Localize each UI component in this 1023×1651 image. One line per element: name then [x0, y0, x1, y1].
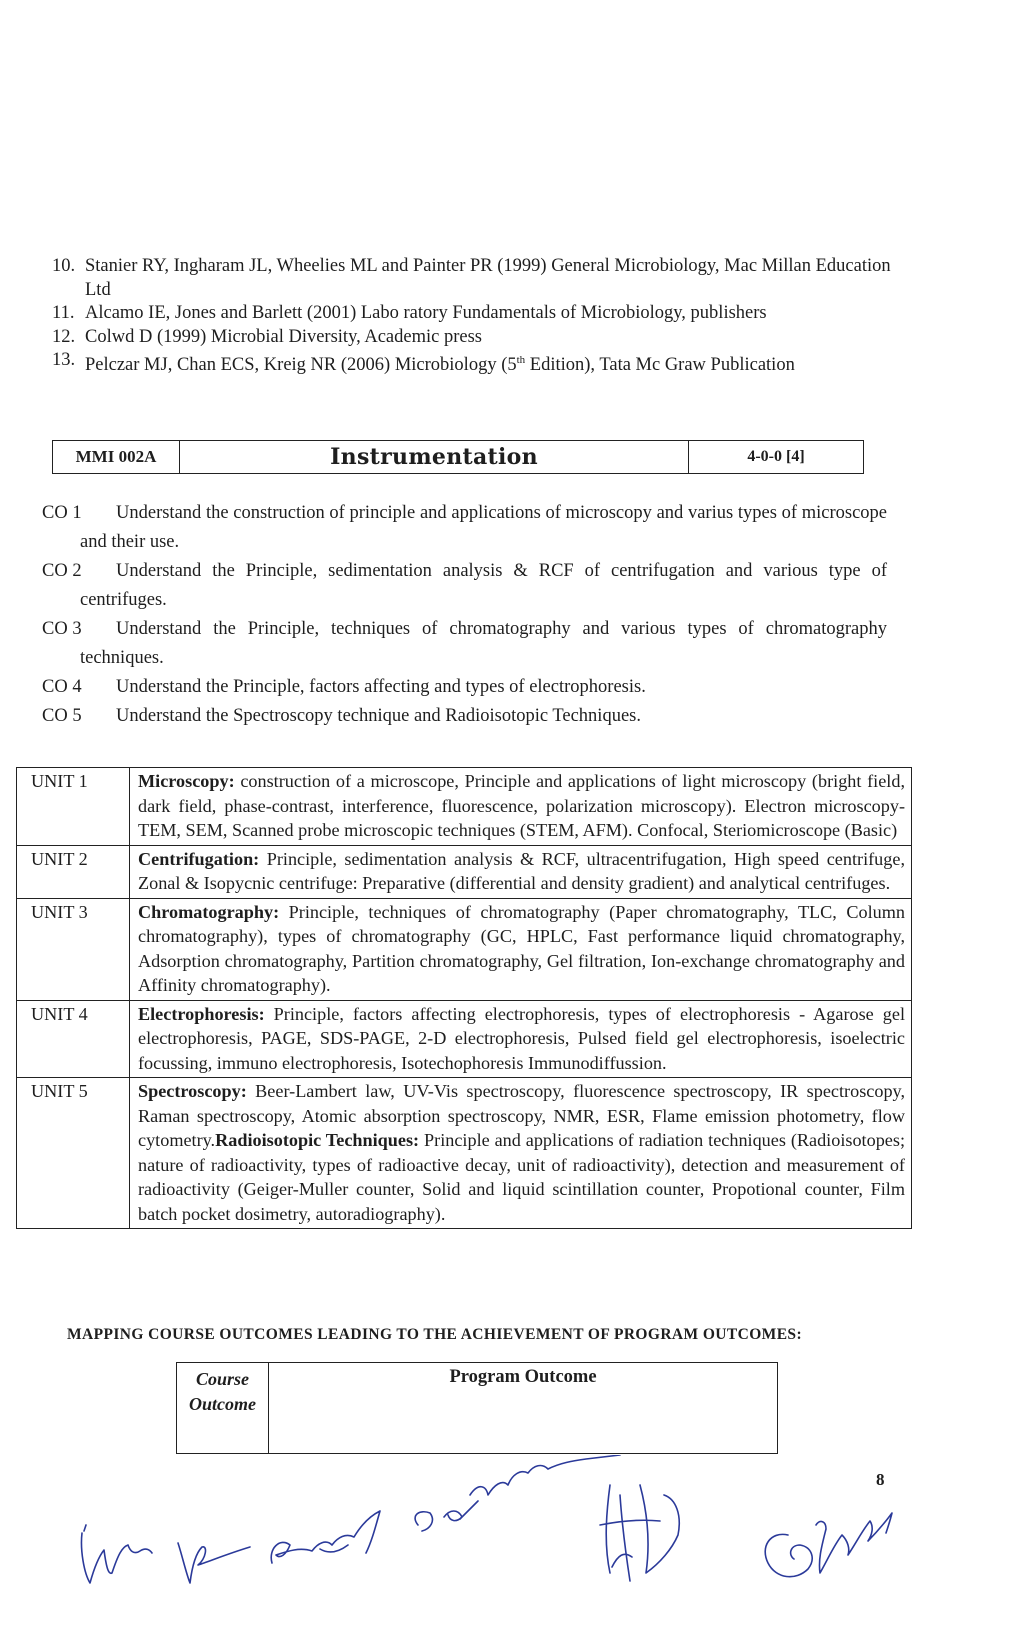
signature-4: [415, 1455, 620, 1531]
signature-2: [178, 1543, 250, 1583]
course-outcome-tag: CO 1: [42, 503, 82, 523]
course-outcome-tag: CO 2: [42, 561, 82, 581]
reference-text-part: Pelczar MJ, Chan ECS, Kreig NR (2006) Microbiology (5: [85, 355, 517, 376]
table-row: [17, 768, 912, 846]
signature-6: [765, 1513, 892, 1577]
reference-text: Alcamo IE, Jones and Barlett (2001) Labo ratory Fundamentals of Microbiology, publishers: [85, 303, 767, 323]
page-number: 8: [876, 1470, 885, 1489]
reference-item: [52, 255, 892, 302]
reference-number: 12.: [52, 326, 76, 347]
course-outcome-text: Understand the Spectroscopy technique and Radioisotopic Techniques.: [116, 706, 641, 726]
unit-text: Principle, factors affecting electrophoresis, types of electrophoresis - Agarose gel electrophoresis, PAGE, SDS-PAGE, 2-D electrophoresis, Pulsed field gel electrophoresis, isoelectric focussing, immuno electrophoresis, Isotechophoresis Immunodiffussion.: [138, 1003, 905, 1073]
reference-number: 13.: [52, 350, 76, 370]
unit-text-secondary: Principle and applications of radiation techniques (Radioisotopes; nature of radioactivity, types of radioactive decay, unit of radioactivity), detection and measurement of radioactivity (Geiger-Muller counter, Solid and liquid scintillation counter, Propotional counter, Film batch pocket dosimetry, autoradiography).: [138, 1130, 905, 1224]
unit-heading: Microscopy:: [138, 771, 235, 791]
unit-heading: Spectroscopy:: [138, 1081, 247, 1101]
course-header: [52, 440, 864, 474]
unit-content: [130, 1000, 912, 1078]
unit-content: [130, 1078, 912, 1229]
reference-item: [52, 326, 892, 350]
reference-text: [85, 355, 795, 375]
reference-item: [52, 349, 892, 378]
table-row: [17, 1000, 912, 1078]
course-outcomes: [42, 499, 887, 731]
course-code: MMI 002A: [53, 441, 180, 473]
signature-3: [271, 1511, 380, 1563]
unit-content: [130, 845, 912, 898]
course-outcome-item: [42, 673, 887, 702]
unit-heading-secondary: Radioisotopic Techniques:: [215, 1130, 420, 1150]
reference-list: [52, 255, 892, 378]
superscript: th: [516, 354, 526, 366]
unit-text: Principle, sedimentation analysis & RCF, ultracentrifugation, High speed centrifuge, Zonal & Isopycnic centrifuge: Preparative (differential and density gradient) and analytical centrifuges.: [138, 848, 905, 893]
signature-1: [81, 1533, 152, 1583]
course-outcome-tag: CO 5: [42, 706, 82, 726]
unit-label: UNIT 5: [17, 1078, 130, 1229]
course-outcome-column-header: Course Outcome: [177, 1363, 269, 1453]
reference-number: 11.: [52, 303, 75, 323]
course-title: Instrumentation: [180, 441, 689, 473]
reference-text: Colwd D (1999) Microbial Diversity, Academic press: [85, 326, 482, 347]
course-outcome-item: [42, 615, 887, 673]
course-outcome-item: [42, 557, 887, 615]
course-outcome-text: Understand the Principle, sedimentation analysis & RCF of centrifugation and various type of centrifuges.: [80, 561, 887, 610]
mapping-title: MAPPING COURSE OUTCOMES LEADING TO THE ACHIEVEMENT OF PROGRAM OUTCOMES:: [67, 1326, 803, 1343]
course-credits: 4-0-0 [4]: [747, 448, 805, 465]
reference-text-part: Edition), Tata Mc Graw Publication: [525, 355, 795, 376]
unit-content: [130, 898, 912, 1000]
course-outcome-tag: CO 4: [42, 677, 82, 697]
unit-text: construction of a microscope, Principle and applications of light microscopy (bright field, dark field, phase-contrast, interference, fluorescence, polarization microscopy). Electron microscopy- TEM, SEM, Scanned probe microscopic techniques (STEM, AFM). Confocal, Steriomicroscope (Basic): [138, 771, 905, 840]
unit-label: UNIT 3: [17, 898, 130, 1000]
program-outcome-column-header: Program Outcome: [449, 1367, 597, 1387]
reference-item: [52, 302, 892, 326]
course-outcome-item: [42, 499, 887, 557]
signatures: [0, 1455, 1023, 1625]
mapping-table: [176, 1362, 778, 1454]
unit-text: Principle, techniques of chromatography (Paper chromatography, TLC, Column chromatography), types of chromatography (GC, HPLC, Fast performance liquid chromatography, Adsorption chromatography, Partition chromatography, Gel filtration, Ion-exchange chromatography and Affinity chromatography).: [138, 901, 905, 995]
course-outcome-text: Understand the construction of principle and applications of microscopy and varius types of microscope and their use.: [80, 503, 887, 552]
unit-heading: Chromatography:: [138, 901, 280, 922]
unit-heading: Centrifugation:: [138, 848, 260, 869]
units-table: [16, 767, 912, 1229]
unit-label: UNIT 1: [17, 768, 130, 846]
reference-number: 10.: [52, 256, 76, 276]
unit-text: Beer-Lambert law, UV-Vis spectroscopy, fluorescence spectroscopy, IR spectroscopy, Raman spectroscopy, Atomic absorption spectroscopy, NMR, ESR, Flame emission photometry, flow cytometry.: [138, 1081, 905, 1150]
unit-label: UNIT 4: [17, 1000, 130, 1078]
table-row: [17, 898, 912, 1000]
course-outcome-tag: CO 3: [42, 619, 82, 639]
unit-label: UNIT 2: [17, 845, 130, 898]
table-row: [17, 845, 912, 898]
signature-5: [600, 1485, 679, 1581]
unit-content: [130, 768, 912, 846]
course-outcome-text: Understand the Principle, techniques of chromatography and various types of chromatography techniques.: [80, 619, 887, 668]
course-outcome-text: Understand the Principle, factors affecting and types of electrophoresis.: [116, 677, 646, 697]
reference-text: Stanier RY, Ingharam JL, Wheelies ML and Painter PR (1999) General Microbiology, Mac Millan Education Ltd: [85, 256, 891, 300]
unit-heading: Electrophoresis:: [138, 1003, 265, 1024]
table-row: [17, 1078, 912, 1229]
course-outcome-item: [42, 702, 887, 731]
